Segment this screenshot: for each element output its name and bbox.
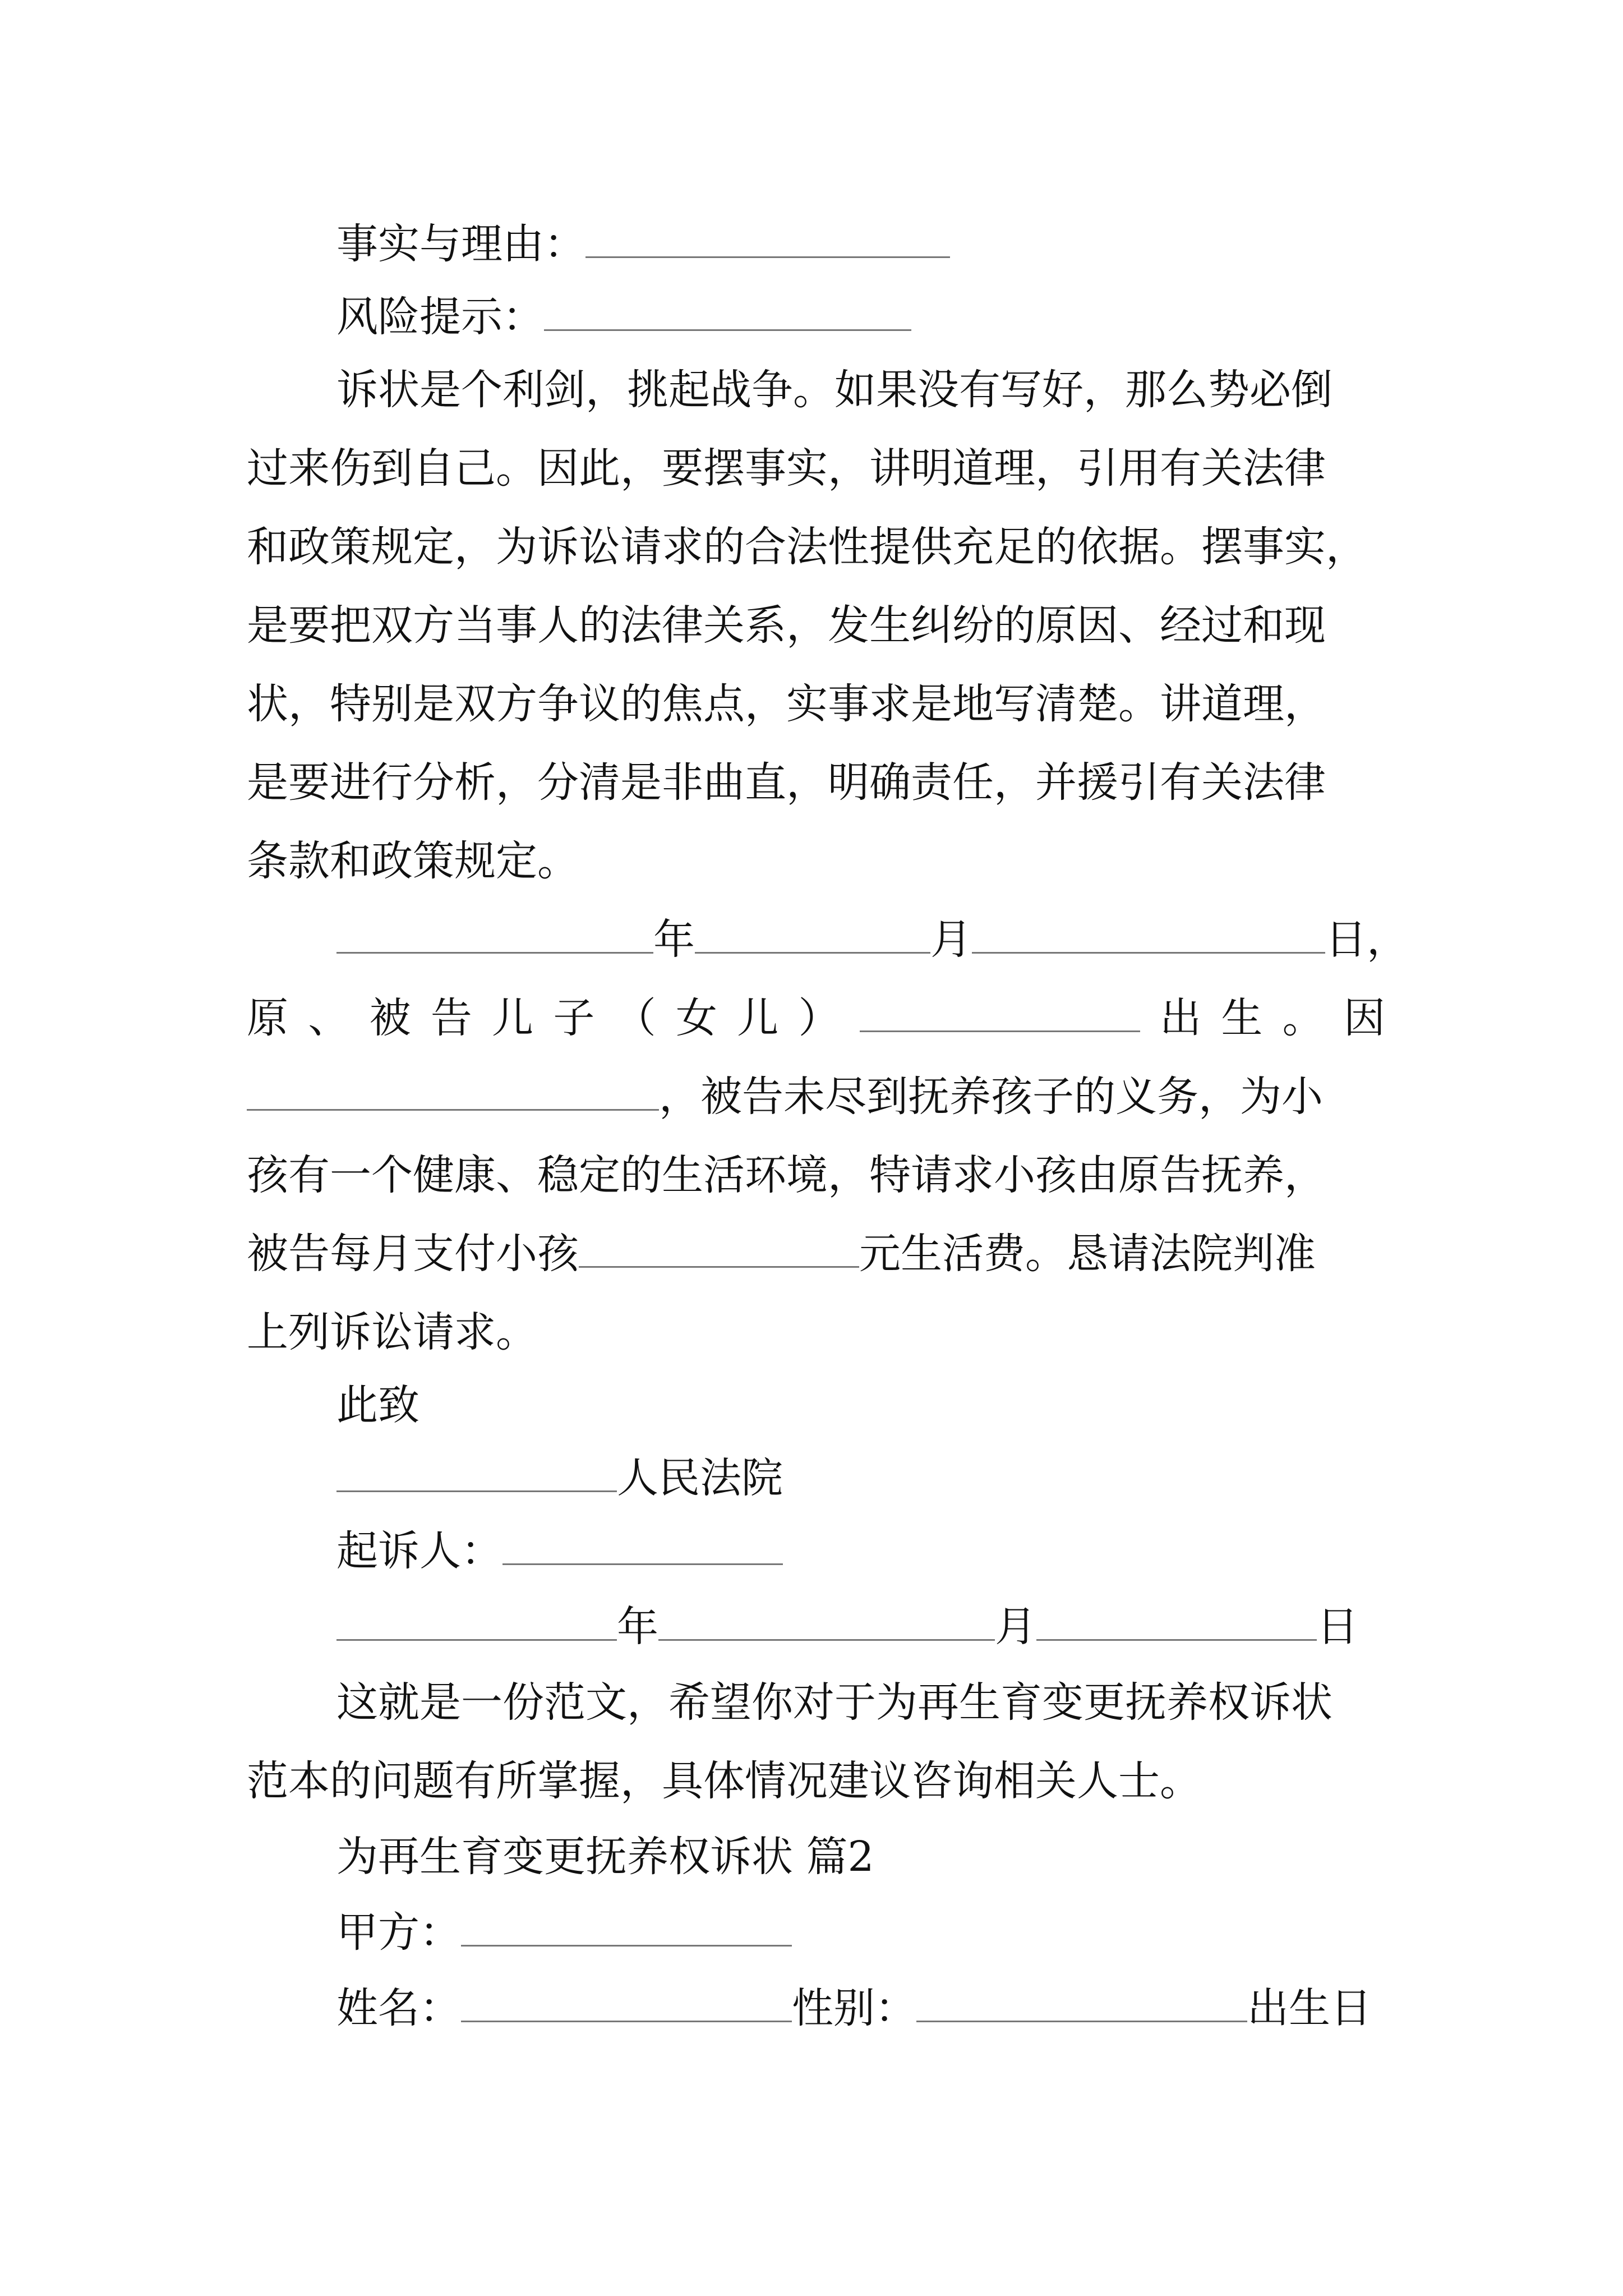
char: 被 <box>369 994 411 1042</box>
birth-date-blank[interactable] <box>860 997 1140 1032</box>
paragraph-line: 是要把双方当事人的法律关系，发生纠纷的原因、经过和现 <box>247 601 1326 650</box>
court-label: 人民法院 <box>617 1454 783 1502</box>
paragraph-line: 孩有一个健康、稳定的生活环境，特请求小孩由原告抚养， <box>247 1151 1326 1199</box>
paragraph-line: 这就是一份范文，希望你对于为再生育变更抚养权诉状 <box>336 1678 1332 1727</box>
char: 原 <box>247 994 288 1042</box>
char: （ <box>614 994 656 1042</box>
char: 生 <box>1221 994 1263 1042</box>
char: 。 <box>1282 994 1324 1042</box>
char: 儿 <box>492 994 534 1042</box>
support-fee-text-a: 被告每月支付小孩 <box>247 1230 579 1278</box>
gender-blank[interactable] <box>916 1987 1247 2022</box>
day-blank[interactable] <box>972 918 1325 954</box>
facts-reasons-blank[interactable] <box>585 223 950 258</box>
date-line-2 <box>336 1599 1358 1655</box>
child-birth-line <box>247 990 1385 1046</box>
char: 告 <box>430 994 472 1042</box>
paragraph-line: 范本的问题有所掌握，具体情况建议咨询相关人士。 <box>247 1757 1201 1805</box>
support-fee-line <box>247 1226 1316 1282</box>
char: 子 <box>553 994 595 1042</box>
court-name-blank[interactable] <box>336 1457 617 1492</box>
year-blank[interactable] <box>336 1605 617 1641</box>
month-blank[interactable] <box>658 1605 995 1641</box>
char: 出 <box>1160 994 1202 1042</box>
year-label: 年 <box>617 1603 658 1651</box>
char: ） <box>798 994 840 1042</box>
name-label: 姓名： <box>336 1984 461 2032</box>
reason-line <box>247 1069 1323 1125</box>
year-blank[interactable] <box>336 918 653 954</box>
salutation: 此致 <box>336 1381 419 1429</box>
party-a-blank[interactable] <box>461 1911 792 1947</box>
paragraph-line: 和政策规定，为诉讼请求的合法性提供充足的依据。摆事实， <box>247 523 1367 571</box>
plaintiff-label: 起诉人： <box>336 1527 502 1575</box>
paragraph-line: 条款和政策规定。 <box>247 837 579 885</box>
party-a-line <box>336 1904 792 1961</box>
month-label: 月 <box>995 1603 1036 1651</box>
risk-notice-blank[interactable] <box>544 296 911 331</box>
name-blank[interactable] <box>461 1987 792 2022</box>
month-label: 月 <box>930 915 972 964</box>
year-label: 年 <box>653 915 695 964</box>
support-amount-blank[interactable] <box>579 1232 859 1268</box>
facts-reasons-label: 事实与理由： <box>336 220 585 268</box>
day-label: 日， <box>1325 915 1408 964</box>
char: 儿 <box>737 994 779 1042</box>
char: 、 <box>308 994 350 1042</box>
char: 因 <box>1343 994 1385 1042</box>
party-a-label: 甲方： <box>336 1908 461 1957</box>
paragraph-line: 上列诉讼请求。 <box>247 1308 537 1356</box>
risk-notice-line <box>336 289 911 345</box>
name-gender-line <box>336 1980 1372 2036</box>
char: 女 <box>675 994 717 1042</box>
facts-reasons-line <box>336 216 950 272</box>
plaintiff-line <box>336 1523 783 1579</box>
day-label: 日 <box>1317 1603 1358 1651</box>
support-fee-text-b: 元生活费。恳请法院判准 <box>859 1230 1316 1278</box>
month-blank[interactable] <box>695 918 930 954</box>
court-line <box>336 1450 783 1506</box>
paragraph-line: 是要进行分析，分清是非曲直，明确责任，并援引有关法律 <box>247 758 1326 807</box>
paragraph-line: 过来伤到自己。因此，要摆事实，讲明道理，引用有关法律 <box>247 444 1326 493</box>
date-line-1 <box>336 912 1408 968</box>
plaintiff-blank[interactable] <box>502 1530 783 1565</box>
paragraph-line: 诉状是个利剑，挑起战争。如果没有写好，那么势必倒 <box>336 366 1332 414</box>
day-blank[interactable] <box>1036 1605 1317 1641</box>
paragraph-line: 状，特别是双方争议的焦点，实事求是地写清楚。讲道理， <box>247 680 1326 728</box>
birth-label: 出生日 <box>1247 1984 1372 2032</box>
reason-blank[interactable] <box>247 1075 659 1111</box>
risk-notice-label: 风险提示： <box>336 293 544 341</box>
gender-label: 性别： <box>792 1984 916 2032</box>
reason-text: ，被告未尽到抚养孩子的义务，为小 <box>659 1073 1323 1121</box>
section-heading: 为再生育变更抚养权诉状 篇2 <box>336 1833 874 1881</box>
